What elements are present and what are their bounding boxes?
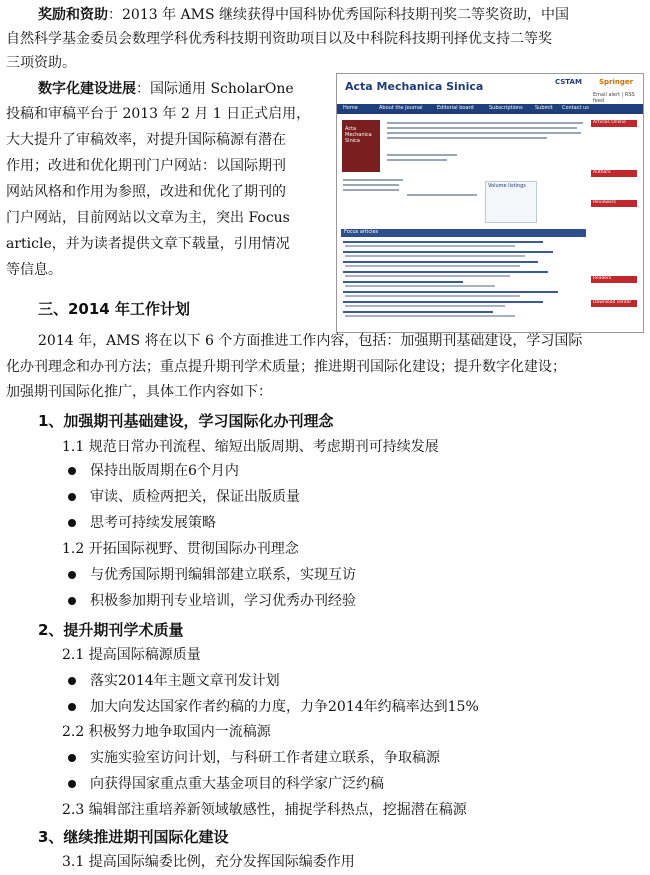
sidebar-header bbox=[591, 120, 637, 127]
intro-text-bar bbox=[387, 122, 583, 124]
intro-text-bar bbox=[387, 137, 547, 139]
plan-bullet: 思考可持续发展策略 bbox=[90, 515, 216, 531]
digital-paragraph-line2: 投稿和审稿平台于 2013 年 2 月 1 日正式启用， bbox=[6, 106, 311, 122]
website-title: Acta Mechanica Sinica bbox=[345, 80, 484, 93]
article-authors bbox=[345, 245, 515, 247]
plan-bullet: 向获得国家重点重大基金项目的科学家广泛约稿 bbox=[90, 776, 384, 792]
focus-articles-bar bbox=[341, 229, 586, 237]
bullet-icon bbox=[68, 493, 76, 501]
intro-line3: 加强期刊国际化推广，具体工作内容如下： bbox=[6, 384, 272, 400]
intro-text-bar bbox=[387, 127, 577, 129]
article-title bbox=[343, 291, 558, 293]
website-nav bbox=[337, 104, 643, 114]
section-title: 三、2014 年工作计划 bbox=[38, 300, 190, 318]
bullet-icon bbox=[68, 780, 76, 788]
website-header bbox=[337, 74, 643, 104]
springer-logo: Springer bbox=[599, 78, 634, 86]
digital-text: ：国际通用 ScholarOne bbox=[136, 81, 294, 97]
plan-subheading-3-1: 3.1 提高国际编委比例，充分发挥国际编委作用 bbox=[62, 854, 355, 870]
plan-subheading-2-3: 2.3 编辑部注重培养新领域敏感性，捕捉学科热点，挖掘潜在稿源 bbox=[62, 802, 467, 818]
award-text: ：2013 年 AMS 继续获得中国科协优秀国际科技期刊奖二等奖资助，中国 bbox=[108, 7, 570, 23]
intro-text-bar bbox=[387, 132, 581, 134]
digital-paragraph-line1 bbox=[38, 78, 294, 100]
article-authors bbox=[345, 265, 520, 267]
sidebar-header-label: Articles Online bbox=[593, 120, 626, 125]
bullet-icon bbox=[68, 703, 76, 711]
editor-text-bar bbox=[387, 154, 457, 156]
award-paragraph-line2: 自然科学基金委员会数理学科优秀科技期刊资助项目以及中科院科技期刊择优支持二等奖 bbox=[6, 31, 552, 47]
plan-subheading-1-2: 1.2 开拓国际视野、贯彻国际办刊理念 bbox=[62, 541, 299, 557]
bullet-icon bbox=[68, 597, 76, 605]
bullet-icon bbox=[68, 519, 76, 527]
plan-heading-3: 3、继续推进期刊国际化建设 bbox=[38, 828, 229, 846]
sidebar-header bbox=[591, 170, 637, 177]
journal-website-screenshot bbox=[336, 73, 644, 333]
plan-subheading-1-1: 1.1 规范日常办刊流程、缩短出版周期、考虑期刊可持续发展 bbox=[62, 439, 439, 455]
article-authors bbox=[345, 285, 495, 287]
cover-title: Acta Mechanica Sinica bbox=[345, 126, 372, 144]
intro-line2: 化办刊理念和办刊方法；重点提升期刊学术质量；推进期刊国际化建设；提升数字化建设； bbox=[6, 359, 566, 375]
bullet-icon bbox=[68, 754, 76, 762]
article-authors bbox=[345, 275, 510, 277]
stats-text-bar bbox=[407, 194, 477, 196]
digital-paragraph-line8: 等信息。 bbox=[6, 262, 62, 278]
intro-line1: 2014 年，AMS 将在以下 6 个方面推进工作内容，包括：加强期刊基础建设，学习国际 bbox=[38, 333, 583, 349]
article-authors bbox=[345, 305, 505, 307]
bullet-icon bbox=[68, 571, 76, 579]
plan-subheading-2-2: 2.2 积极努力地争取国内一流稿源 bbox=[62, 724, 271, 740]
article-authors bbox=[345, 255, 525, 257]
award-paragraph-line1 bbox=[38, 4, 569, 26]
digital-paragraph-line3: 大大提升了审稿效率，对提升国际稿源有潜在 bbox=[6, 132, 286, 148]
article-title bbox=[343, 311, 493, 313]
issn-text-bar bbox=[343, 184, 399, 186]
article-authors bbox=[345, 315, 515, 317]
plan-bullet: 与优秀国际期刊编辑部建立联系，实现互访 bbox=[90, 567, 356, 583]
website-util-links: Email alert | RSS feed bbox=[593, 92, 635, 104]
sidebar-header-label: Readers bbox=[593, 276, 612, 281]
volume-listings-title: Volume listings bbox=[488, 183, 526, 189]
digital-paragraph-line4: 作用；改进和优化期刊门户网站：以国际期刊 bbox=[6, 158, 286, 174]
digital-paragraph-line6: 门户网站，目前网站以文章为主，突出 Focus bbox=[6, 210, 290, 226]
nav-editorial: Editorial board bbox=[437, 105, 474, 111]
sidebar-header bbox=[591, 200, 637, 207]
sidebar-header-label: Download center bbox=[593, 300, 632, 305]
award-paragraph-line3: 三项资助。 bbox=[6, 55, 76, 71]
digital-paragraph-line5: 网站风格和作用为参照，改进和优化了期刊的 bbox=[6, 184, 286, 200]
article-title bbox=[343, 301, 543, 303]
article-title bbox=[343, 251, 553, 253]
journal-cover bbox=[342, 120, 380, 172]
plan-heading-1: 1、加强期刊基础建设，学习国际化办刊理念 bbox=[38, 412, 334, 430]
volume-listings-box bbox=[485, 181, 537, 223]
plan-bullet: 实施实验室访问计划，与科研工作者建立联系，争取稿源 bbox=[90, 750, 440, 766]
digital-label: 数字化建设进展 bbox=[38, 81, 136, 97]
nav-about: About the Journal bbox=[379, 105, 423, 111]
plan-bullet: 审读、质检两把关，保证出版质量 bbox=[90, 489, 300, 505]
sidebar-header bbox=[591, 276, 637, 283]
plan-bullet: 加大向发达国家作者约稿的力度，力争2014年约稿率达到15% bbox=[90, 699, 479, 715]
plan-bullet: 积极参加期刊专业培训，学习优秀办刊经验 bbox=[90, 593, 356, 609]
nav-contact: Contact us bbox=[562, 105, 589, 111]
article-authors bbox=[345, 295, 520, 297]
nav-home: Home bbox=[343, 105, 358, 111]
plan-subheading-2-1: 2.1 提高国际稿源质量 bbox=[62, 647, 201, 663]
issn-text-bar bbox=[343, 189, 399, 191]
plan-bullet: 落实2014年主题文章刊发计划 bbox=[90, 673, 280, 689]
sidebar-header-label: Reviewers bbox=[593, 200, 617, 205]
digital-paragraph-line7: article，并为读者提供文章下载量，引用情况 bbox=[6, 236, 290, 252]
article-title bbox=[343, 271, 548, 273]
nav-subscriptions: Subscriptions bbox=[489, 105, 523, 111]
nav-submit: Submit bbox=[535, 105, 553, 111]
focus-articles-title: Focus articles bbox=[344, 229, 379, 235]
cn-text-bar bbox=[343, 179, 403, 181]
sidebar-header bbox=[591, 300, 637, 307]
article-title bbox=[343, 261, 538, 263]
plan-bullet: 保持出版周期在6个月内 bbox=[90, 463, 239, 479]
bullet-icon bbox=[68, 467, 76, 475]
article-title bbox=[343, 281, 463, 283]
editor-text-bar bbox=[387, 159, 447, 161]
plan-heading-2: 2、提升期刊学术质量 bbox=[38, 621, 184, 639]
sidebar-header-label: Authors bbox=[593, 170, 611, 175]
cstam-logo: CSTAM bbox=[555, 78, 582, 86]
website-sidebar bbox=[591, 120, 637, 326]
award-label: 奖励和资助 bbox=[38, 7, 108, 23]
article-title bbox=[343, 241, 543, 243]
bullet-icon bbox=[68, 677, 76, 685]
